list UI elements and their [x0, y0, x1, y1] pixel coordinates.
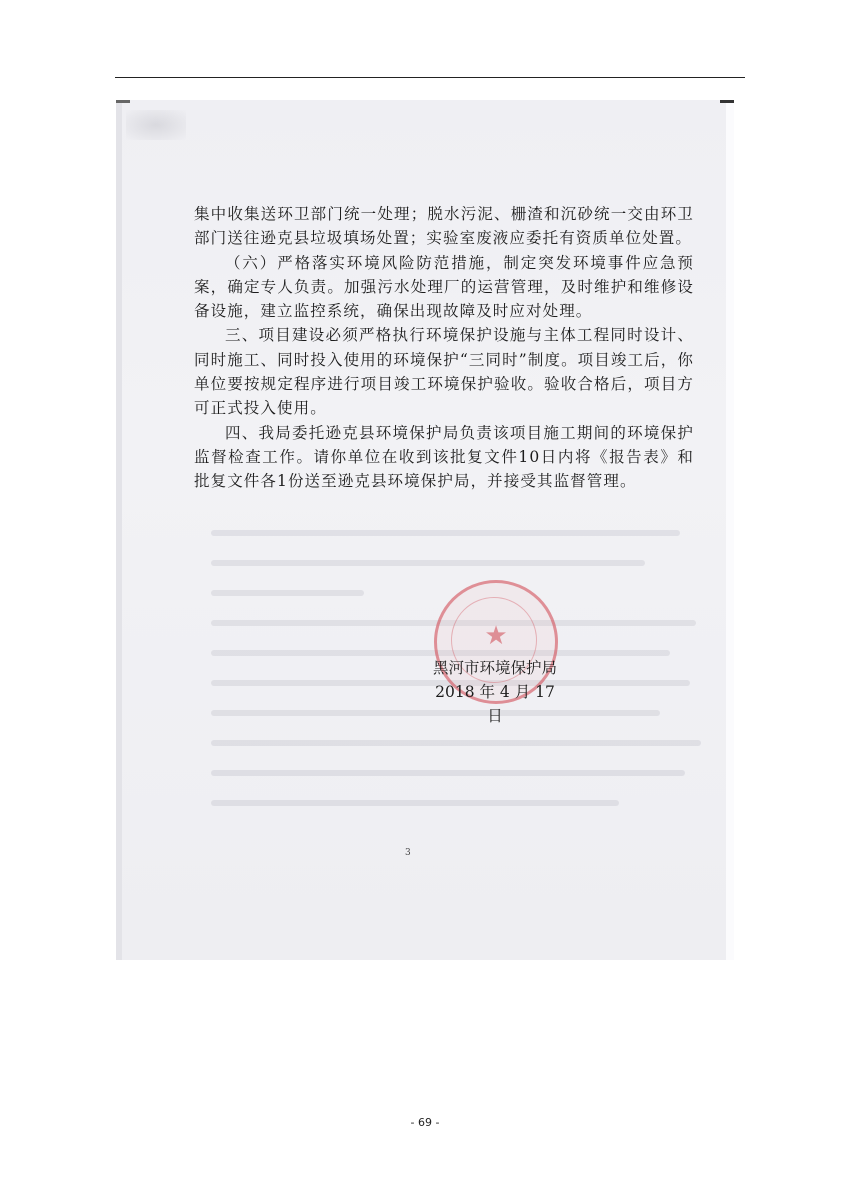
scan-smudge: [126, 110, 186, 140]
scanned-page: [116, 100, 734, 960]
paragraph-risk-prevention: （六）严格落实环境风险防范措施，制定突发环境事件应急预案，确定专人负责。加强污水处理厂的运营管理，及时维护和维修设备设施，建立监控系统，确保出现故障及时应对处理。: [194, 253, 694, 321]
issue-date: 2018 年 4 月 17 日: [435, 683, 555, 725]
header-rule: [115, 77, 745, 78]
inner-page-number: 3: [405, 848, 411, 858]
scan-corner-mark: [720, 100, 734, 103]
scan-corner-mark-left: [116, 100, 130, 103]
document-body: [194, 202, 694, 494]
scan-shadow-left: [116, 100, 122, 960]
signature-block: [430, 656, 560, 728]
issuing-organization: 黑河市环境保护局: [432, 659, 557, 677]
scan-edge-right: [726, 100, 734, 960]
paragraph-three-simultaneous: 三、项目建设必须严格执行环境保护设施与主体工程同时设计、同时施工、同时投入使用的环境保护“三同时”制度。项目竣工后，你单位要按规定程序进行项目竣工环境保护验收。验收合格后，项目方可正式投入使用。: [194, 326, 694, 418]
footer-page-number: - 69 -: [410, 1116, 440, 1129]
paragraph-supervision: 四、我局委托逊克县环境保护局负责该项目施工期间的环境保护监督检查工作。请你单位在收到该批复文件10日内将《报告表》和批复文件各1份送至逊克县环境保护局，并接受其监督管理。: [194, 423, 694, 491]
seal-star-icon: ★: [484, 621, 508, 651]
paragraph-continued: 集中收集送环卫部门统一处理；脱水污泥、栅渣和沉砂统一交由环卫部门送往逊克县垃圾填场处置；实验室废液应委托有资质单位处置。: [194, 205, 694, 248]
